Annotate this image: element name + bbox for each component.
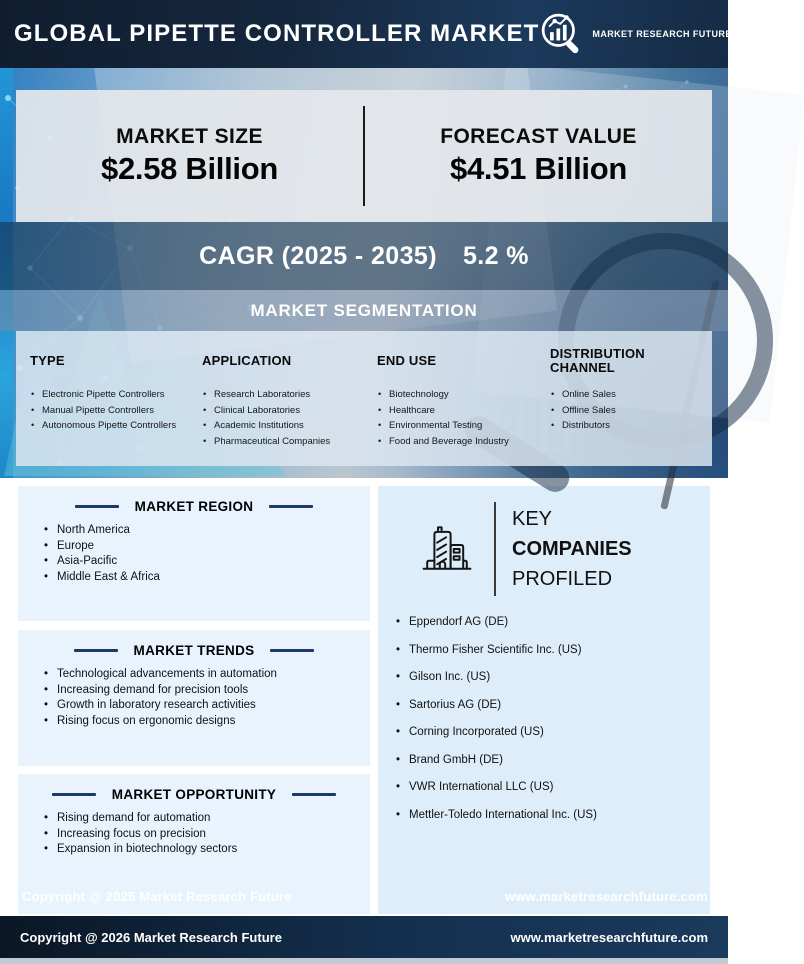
trend-item: • Growth in laboratory research activities	[44, 698, 370, 714]
company-item: • Gilson Inc. (US)	[396, 671, 710, 683]
trend-item: • Rising focus on ergonomic designs	[44, 714, 370, 730]
title-dash	[74, 649, 118, 652]
title-line: KEY	[512, 508, 553, 530]
market-size-stat	[16, 90, 363, 222]
segment-item: • Biotechnology	[377, 387, 550, 403]
segment-item: • Manual Pipette Controllers	[30, 403, 202, 419]
title-dash	[270, 649, 314, 652]
region-item: • Europe	[44, 539, 370, 555]
hero-banner	[0, 68, 728, 478]
mrfr-logo-icon	[539, 11, 585, 57]
cagr-value: 5.2 %	[462, 241, 529, 270]
segment-item: • Distributors	[550, 418, 702, 434]
region-item: • Asia-Pacific	[44, 554, 370, 570]
segment-item: • Food and Beverage Industry	[377, 434, 550, 450]
title-dash	[269, 505, 313, 508]
market-opportunity-title: MARKET OPPORTUNITY	[111, 787, 277, 802]
segmentation-panel	[16, 331, 712, 466]
trend-item: • Increasing demand for precision tools	[44, 683, 370, 699]
segmentation-title: MARKET SEGMENTATION	[0, 290, 728, 331]
company-item: • Eppendorf AG (DE)	[396, 616, 710, 628]
segment-column-end-use	[377, 339, 550, 466]
segment-item: • Clinical Laboratories	[202, 403, 377, 419]
segment-item: • Pharmaceutical Companies	[202, 434, 377, 450]
forecast-value-label: FORECAST VALUE	[440, 125, 637, 148]
title-divider	[494, 502, 496, 596]
trend-item: • Technological advancements in automation	[44, 667, 370, 683]
segment-item: • Offline Sales	[550, 403, 702, 419]
cagr-label: CAGR (2025 - 2035)	[199, 241, 437, 270]
company-item: • Thermo Fisher Scientific Inc. (US)	[396, 644, 710, 656]
footer-bar	[0, 916, 728, 958]
title-dash	[292, 793, 336, 796]
title-dash	[75, 505, 119, 508]
segment-item: • Online Sales	[550, 387, 702, 403]
segment-column-type	[30, 339, 202, 466]
footer-website: www.marketresearchfuture.com	[510, 929, 708, 945]
opportunity-item: • Expansion in biotechnology sectors	[44, 842, 370, 858]
forecast-value-value: $4.51 Billion	[450, 151, 627, 186]
opportunity-item: • Rising demand for automation	[44, 811, 370, 827]
details-section	[0, 478, 728, 916]
title-line: PROFILED	[512, 568, 613, 590]
mrfr-logo	[539, 11, 744, 57]
region-item: • Middle East & Africa	[44, 570, 370, 586]
segment-item: • Electronic Pipette Controllers	[30, 387, 202, 403]
segment-title: APPLICATION	[202, 353, 292, 368]
footer-bottom-strip	[0, 958, 728, 964]
cagr-band	[0, 222, 728, 290]
company-item: • Brand GmbH (DE)	[396, 754, 710, 766]
segment-title: END USE	[377, 353, 437, 368]
title-dash	[52, 793, 96, 796]
opportunity-item: • Increasing focus on precision	[44, 827, 370, 843]
market-trends-box	[18, 630, 370, 766]
page-title: GLOBAL PIPETTE CONTROLLER MARKET	[14, 20, 540, 47]
market-size-label: MARKET SIZE	[116, 125, 263, 148]
segment-title: TYPE	[30, 353, 65, 368]
watermark-copyright: Copyright @ 2025 Market Research Future	[22, 889, 292, 904]
segment-column-application	[202, 339, 377, 466]
key-companies-box	[378, 486, 710, 914]
title-line: COMPANIES	[512, 538, 632, 560]
segment-title: DISTRIBUTION CHANNEL	[550, 346, 645, 375]
company-item: • VWR International LLC (US)	[396, 781, 710, 793]
region-item: • North America	[44, 523, 370, 539]
company-item: • Sartorius AG (DE)	[396, 699, 710, 711]
watermark-website: www.marketresearchfuture.com	[504, 889, 708, 904]
segment-item: • Research Laboratories	[202, 387, 377, 403]
segment-column-distribution-channel	[550, 339, 702, 466]
footer-copyright: Copyright @ 2026 Market Research Future	[20, 929, 282, 945]
forecast-value-stat	[365, 90, 712, 222]
segment-item: • Autonomous Pipette Controllers	[30, 418, 202, 434]
segment-item: • Healthcare	[377, 403, 550, 419]
registered-mark: ®	[738, 22, 745, 32]
segment-item: • Environmental Testing	[377, 418, 550, 434]
company-item: • Mettler-Toledo International Inc. (US)	[396, 809, 710, 821]
segment-item: • Academic Institutions	[202, 418, 377, 434]
header-bar	[0, 0, 745, 68]
market-trends-title: MARKET TRENDS	[133, 643, 255, 658]
brand-name: MARKET RESEARCH FUTURE	[592, 29, 732, 39]
market-region-title: MARKET REGION	[134, 499, 254, 514]
market-size-value: $2.58 Billion	[101, 151, 278, 186]
company-item: • Corning Incorporated (US)	[396, 726, 710, 738]
stats-box	[16, 90, 712, 222]
companies-building-icon	[418, 522, 476, 576]
market-region-box	[18, 486, 370, 621]
key-companies-title	[512, 504, 632, 594]
